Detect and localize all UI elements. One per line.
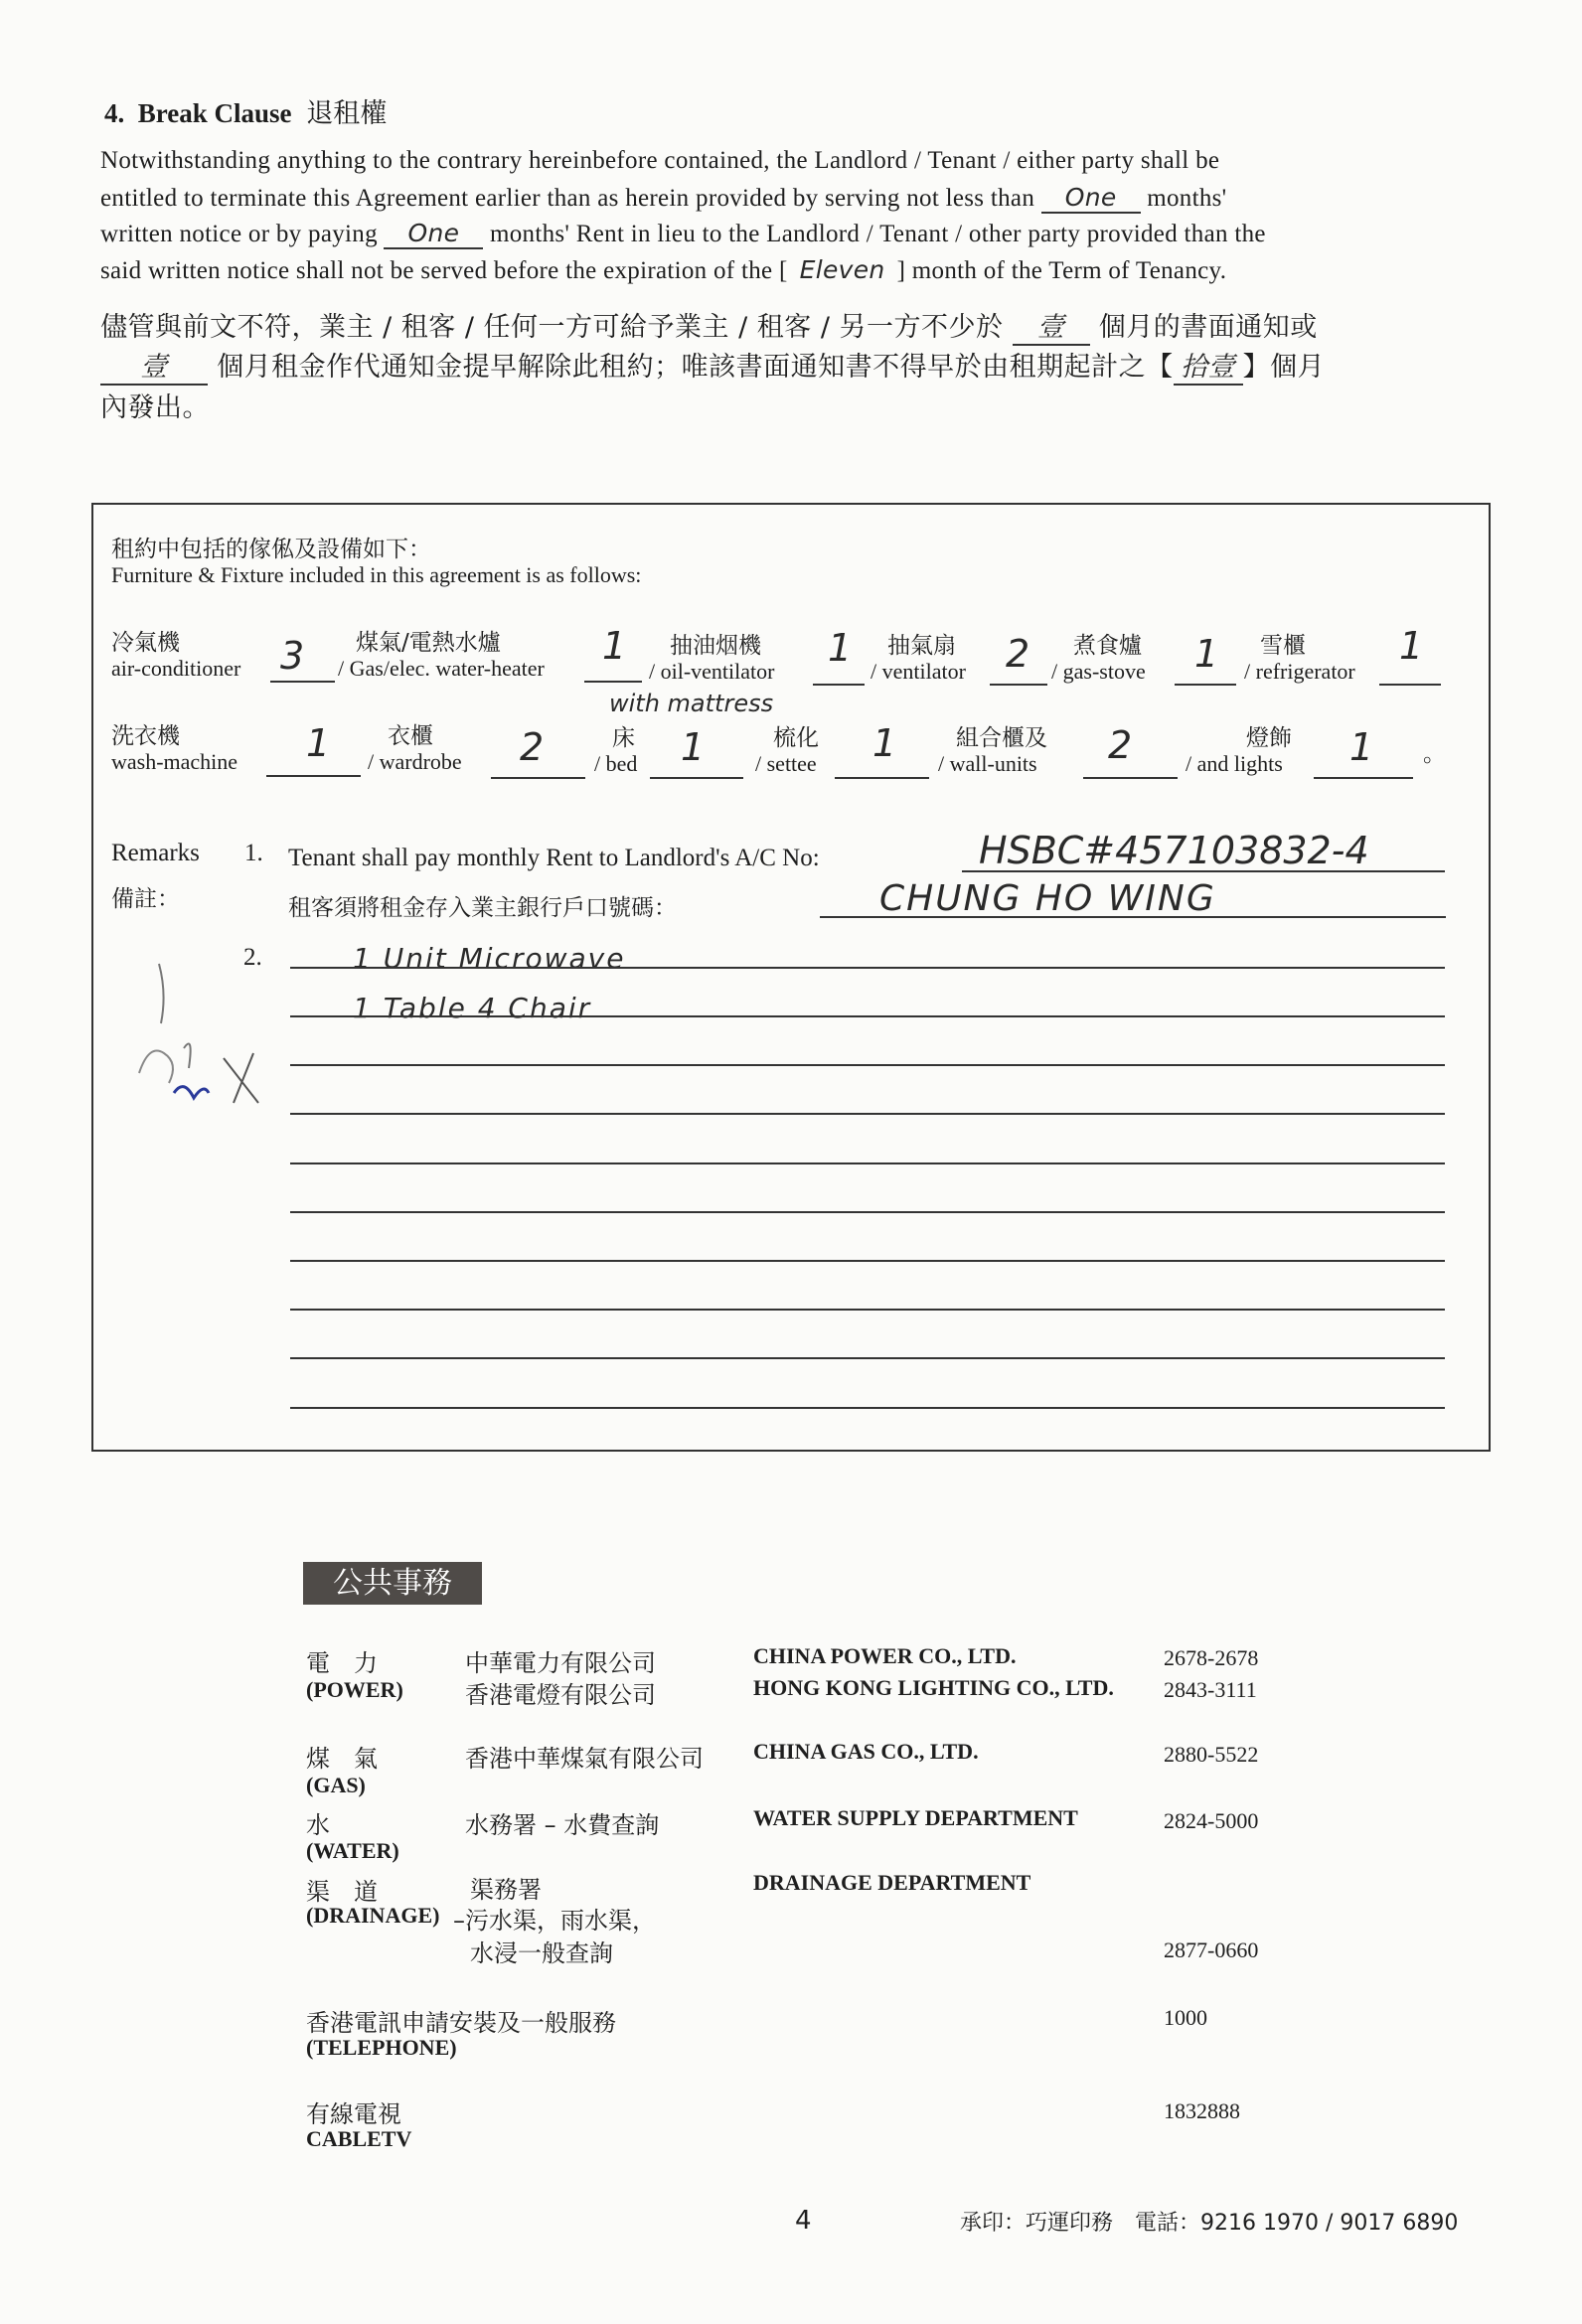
- remark-line: [290, 1357, 1445, 1359]
- clause-text: said written notice shall not be served before the expiration of the [: [100, 257, 788, 284]
- utility-company-zh: 香港中華煤氣有限公司: [465, 1745, 704, 1773]
- furniture-header-en: Furniture & Fixture included in this agreement is as follows:: [111, 562, 642, 587]
- clause-text-zh: 個月租金作代通知金提早解除此租約；唯該書面通知書不得早於由租期起計之【: [217, 352, 1174, 383]
- remark-line: [290, 1015, 1445, 1017]
- furniture-header-zh: 租約中包括的傢俬及設備如下：: [111, 537, 431, 562]
- count-water-heater: 1: [602, 624, 627, 668]
- utility-company-zh: 中華電力有限公司: [465, 1649, 656, 1677]
- clause-text-zh: 個月的書面通知或: [1098, 312, 1318, 343]
- count-wardrobe: 2: [520, 725, 545, 769]
- item-en-wardrobe: / wardrobe: [368, 749, 462, 774]
- count-line: [650, 777, 743, 779]
- remark-line: [290, 1211, 1445, 1213]
- remark-2-line-2: 1 Table 4 Chair: [353, 992, 592, 1024]
- count-line: [1083, 777, 1178, 779]
- notice-months-field: One: [1041, 183, 1141, 214]
- item-zh-wash-machine: 洗衣機: [111, 723, 180, 749]
- rent-months-field: One: [384, 219, 483, 249]
- remark-line: [290, 1113, 1445, 1115]
- utility-label-zh: 渠 道: [306, 1878, 378, 1906]
- utility-label-zh: 水: [306, 1811, 330, 1839]
- count-line: [1379, 684, 1441, 686]
- item-zh-settee: 梳化: [773, 725, 819, 751]
- remark-line: [290, 967, 1445, 969]
- count-wash-machine: 1: [306, 721, 331, 765]
- item-en-bed: / bed: [594, 751, 638, 776]
- bed-note: with mattress: [609, 690, 774, 717]
- page-number: 4: [795, 2206, 812, 2236]
- clause-zh-line-3: 內發出。: [100, 392, 210, 423]
- item-zh-air-conditioner: 冷氣機: [111, 630, 180, 656]
- item-zh-water-heater: 煤氣/電熱水爐: [356, 630, 501, 656]
- clause-en-line-1: Notwithstanding anything to the contrary hereinbefore contained, the Landlord / Tenant / either party shall be: [100, 147, 1220, 174]
- count-line: [813, 684, 865, 686]
- utility-company-zh: 香港電燈有限公司: [465, 1681, 656, 1709]
- utility-label-en: (GAS): [306, 1773, 366, 1797]
- section-title-en: Break Clause: [137, 98, 292, 128]
- remark-1-text-zh: 租客須將租金存入業主銀行戶口號碼：: [288, 895, 677, 921]
- item-zh-lights: 燈飾: [1246, 725, 1292, 751]
- remarks-label-zh: 備註：: [111, 886, 180, 912]
- utility-company-en: CHINA POWER CO., LTD.: [753, 1643, 1017, 1668]
- count-line: [266, 775, 361, 777]
- item-zh-gas-stove: 煮食爐: [1073, 633, 1142, 659]
- utility-label-en: CABLETV: [306, 2126, 412, 2151]
- count-oil-ventilator: 1: [828, 626, 853, 670]
- utility-company-en: HONG KONG LIGHTING CO., LTD.: [753, 1675, 1114, 1700]
- utility-label-zh: 煤 氣: [306, 1745, 378, 1773]
- utility-label-zh: 有線電視: [306, 2100, 401, 2128]
- initials-scribble: [119, 954, 268, 1113]
- utility-label-zh: 香港電訊申請安裝及一般服務: [306, 2009, 616, 2037]
- item-zh-refrigerator: 雪櫃: [1260, 633, 1306, 659]
- item-en-settee: / settee: [755, 751, 817, 776]
- utility-label-en: (WATER): [306, 1838, 399, 1863]
- item-en-oil-ventilator: / oil-ventilator: [649, 659, 775, 684]
- count-wall-units: 2: [1108, 723, 1133, 767]
- utility-company-en: WATER SUPPLY DEPARTMENT: [753, 1805, 1078, 1830]
- account-holder-name: CHUNG HO WING: [879, 878, 1216, 919]
- item-en-gas-stove: / gas-stove: [1051, 659, 1146, 684]
- remark-2-number: 2.: [243, 944, 262, 971]
- item-en-wall-units: / wall-units: [938, 751, 1037, 776]
- count-lights: 1: [1349, 725, 1374, 769]
- utility-company-zh: –污水渠，雨水渠，: [453, 1907, 656, 1935]
- clause-text: months' Rent in lieu to the Landlord / Tenant / other party provided than the: [490, 221, 1266, 247]
- remark-1-text: Tenant shall pay monthly Rent to Landlord's A/C No:: [288, 845, 820, 871]
- utility-company-zh: 水務署 – 水費查詢: [465, 1811, 660, 1839]
- utility-company-zh: 水浸一般查詢: [470, 1939, 613, 1967]
- count-line: [270, 681, 335, 683]
- utility-label-en: (TELEPHONE): [306, 2035, 457, 2060]
- item-en-ventilator: / ventilator: [870, 659, 966, 684]
- count-bed: 1: [681, 725, 706, 769]
- remark-line: [290, 1260, 1445, 1262]
- account-number: HSBC#457103832-4: [979, 829, 1369, 872]
- item-zh-wall-units: 組合櫃及: [956, 725, 1047, 751]
- item-en-refrigerator: / refrigerator: [1244, 659, 1355, 684]
- item-en-wash-machine: wash-machine: [111, 749, 238, 774]
- utility-label-zh: 電 力: [306, 1649, 378, 1677]
- utility-company-en: CHINA GAS CO., LTD.: [753, 1739, 979, 1764]
- clause-en-line-3: [100, 219, 1266, 249]
- notice-months-zh-field: 壹: [1013, 305, 1090, 346]
- count-ventilator: 2: [1006, 632, 1030, 676]
- utility-phone: 2880-5522: [1164, 1742, 1259, 1767]
- utility-phone: 2877-0660: [1164, 1937, 1259, 1962]
- clause-text: ] month of the Term of Tenancy.: [896, 257, 1227, 284]
- clause-zh-line-2: [100, 345, 1325, 386]
- count-line: [990, 684, 1047, 686]
- item-en-air-conditioner: air-conditioner: [111, 656, 241, 681]
- remark-line: [290, 1309, 1445, 1311]
- utility-company-zh: 渠務署: [470, 1876, 542, 1904]
- count-line: [491, 777, 585, 779]
- remark-2-line-1: 1 Unit Microwave: [353, 942, 626, 975]
- section-title-zh: 退租權: [306, 98, 388, 129]
- count-air-conditioner: 3: [280, 634, 305, 678]
- expiry-month-field: Eleven: [799, 255, 885, 284]
- clause-text-zh: 儘管與前文不符，業主 / 租客 / 任何一方可給予業主 / 租客 / 另一方不少於: [100, 312, 1004, 343]
- utility-label-en: (POWER): [306, 1677, 403, 1702]
- clause-text: written notice or by paying: [100, 221, 378, 247]
- count-line: [1314, 777, 1413, 779]
- item-zh-ventilator: 抽氣扇: [887, 633, 956, 659]
- utility-phone: 1832888: [1164, 2098, 1240, 2123]
- utilities-title: 公共事務: [303, 1562, 482, 1605]
- section-heading: [104, 91, 387, 130]
- item-en-lights: / and lights: [1186, 751, 1283, 776]
- count-refrigerator: 1: [1399, 624, 1424, 668]
- remark-line: [290, 1162, 1445, 1164]
- utility-phone: 1000: [1164, 2005, 1207, 2030]
- remark-1-number: 1.: [244, 840, 263, 866]
- utility-label-en: (DRAINAGE): [306, 1903, 440, 1928]
- section-number: 4.: [104, 98, 125, 128]
- utility-phone: 2843-3111: [1164, 1677, 1257, 1702]
- clause-en-line-2: [100, 183, 1227, 214]
- expiry-month-zh-field: 拾壹: [1174, 345, 1243, 386]
- item-en-water-heater: / Gas/elec. water-heater: [338, 656, 545, 681]
- printer-credit: 承印：巧運印務 電話：9216 1970 / 9017 6890: [960, 2211, 1459, 2236]
- rent-months-zh-field: 壹: [100, 345, 208, 386]
- clause-en-line-4: [100, 255, 1226, 285]
- row-end-mark: 。: [1423, 741, 1446, 767]
- count-line: [1175, 684, 1236, 686]
- remarks-label-en: Remarks: [111, 840, 200, 866]
- item-zh-oil-ventilator: 抽油烟機: [670, 633, 761, 659]
- count-gas-stove: 1: [1194, 632, 1219, 676]
- remark-line: [290, 1407, 1445, 1409]
- item-zh-wardrobe: 衣櫃: [388, 723, 433, 749]
- utility-phone: 2824-5000: [1164, 1808, 1259, 1833]
- utility-phone: 2678-2678: [1164, 1645, 1259, 1670]
- remark-line: [290, 1064, 1445, 1066]
- clause-zh-line-1: [100, 305, 1318, 346]
- clause-text: months': [1147, 185, 1227, 212]
- clause-text: entitled to terminate this Agreement earlier than as herein provided by serving not less than: [100, 185, 1035, 212]
- item-zh-bed: 床: [612, 725, 635, 751]
- count-line: [584, 681, 642, 683]
- count-settee: 1: [872, 721, 897, 765]
- clause-text-zh: 】個月: [1242, 352, 1326, 383]
- utility-company-en: DRAINAGE DEPARTMENT: [753, 1870, 1031, 1895]
- count-line: [835, 777, 929, 779]
